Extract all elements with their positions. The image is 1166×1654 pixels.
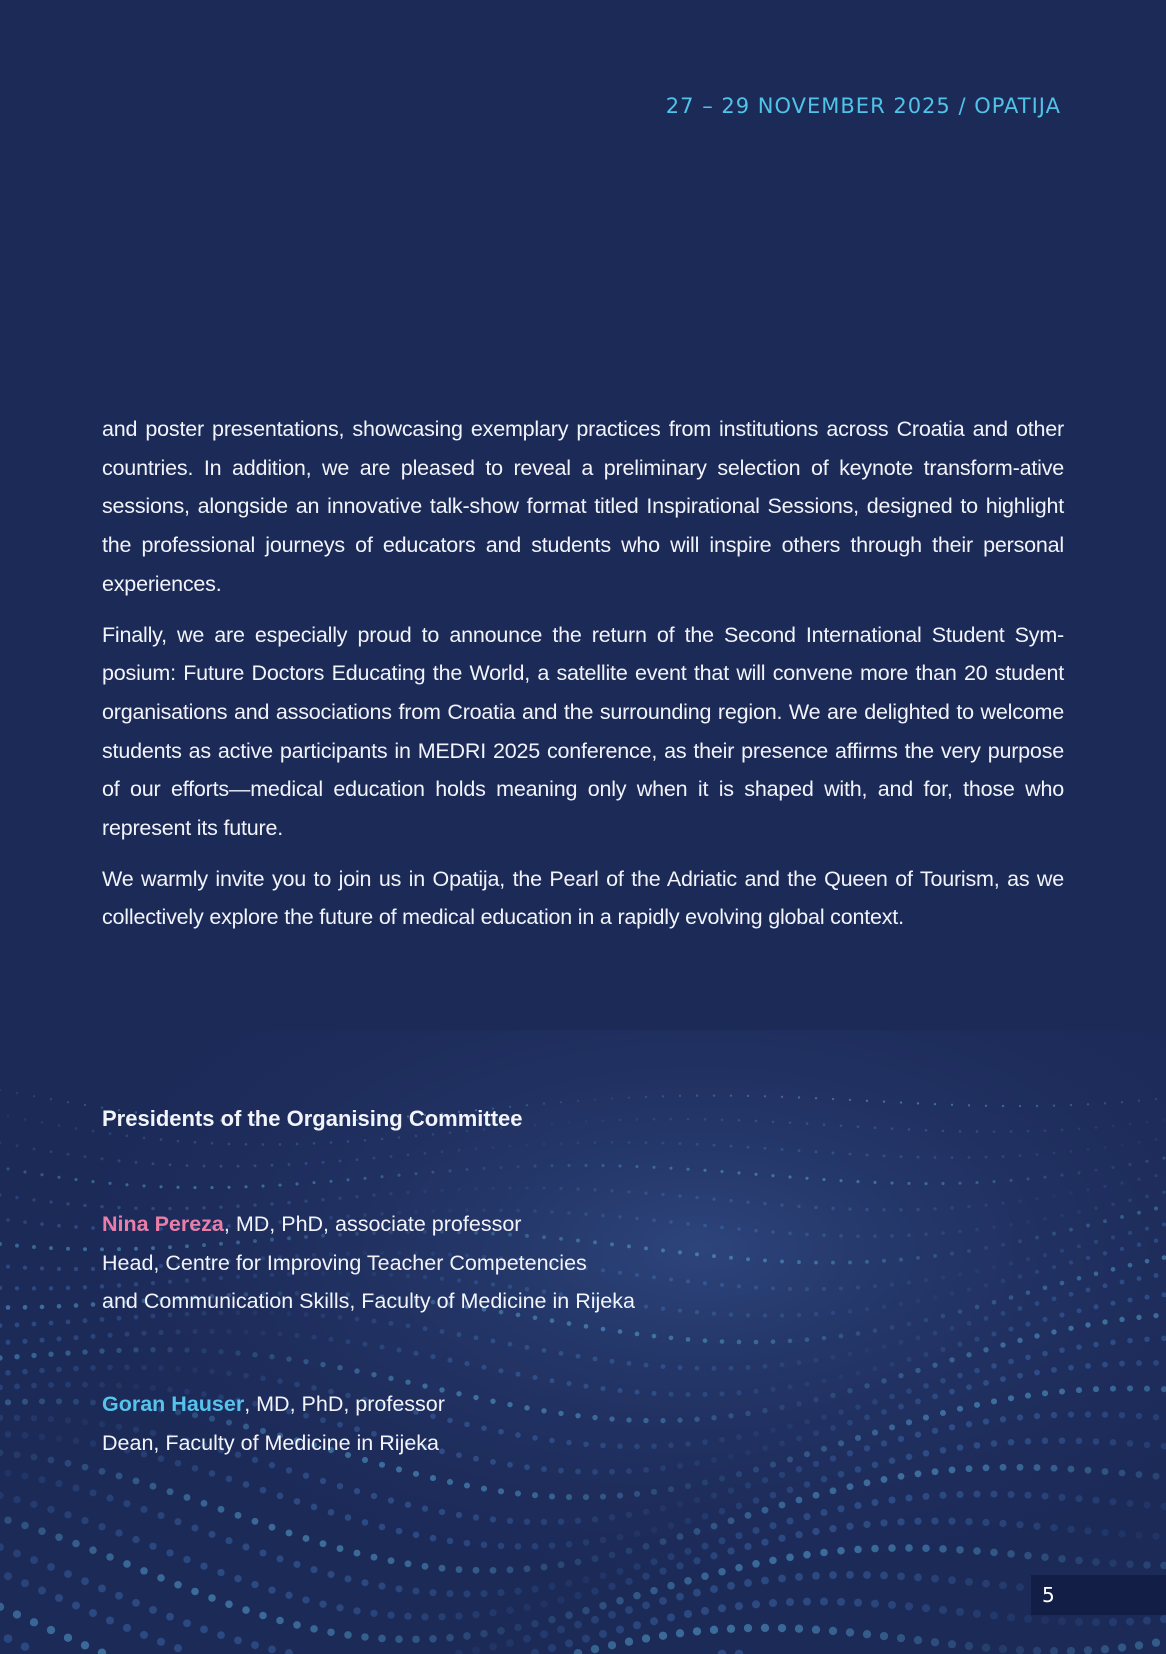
paragraph-2: Finally, we are especially proud to announce the return of the Second International Student Sym-posium: Future Doctors Educating the World, a satellite event that will convene more than 20 student organisations and associations from Croatia and the surrounding region. We are delighted to welcome students as active participants in MEDRI 2025 conference, as their presence affirms the very purpose of our efforts—medical education holds meaning only when it is shaped with, and for, those who represent its future. xyxy=(102,622,1064,841)
page-number: 5 xyxy=(1042,1583,1055,1607)
person-role-line: Head, Centre for Improving Teacher Competencies xyxy=(102,1250,587,1275)
person-line-1 xyxy=(102,1205,635,1244)
person-name: Goran Hauser xyxy=(102,1392,245,1416)
president-goran-hauser xyxy=(102,1385,445,1462)
person-role-line: and Communication Skills, Faculty of Medicine in Rijeka xyxy=(102,1289,635,1314)
event-date-location: 27 – 29 NOVEMBER 2025 / OPATIJA xyxy=(665,94,1061,118)
person-name: Nina Pereza xyxy=(102,1212,224,1236)
committee-heading: Presidents of the Organising Committee xyxy=(102,1106,523,1131)
person-line-1 xyxy=(102,1385,445,1424)
person-credentials: , MD, PhD, associate professor xyxy=(223,1212,522,1236)
person-credentials: , MD, PhD, professor xyxy=(244,1392,445,1416)
paragraph-3: We warmly invite you to join us in Opatija, the Pearl of the Adriatic and the Queen of Tourism, as we collectively explore the future of medical education in a rapidly evolving global context. xyxy=(102,866,1064,930)
person-role-line: Dean, Faculty of Medicine in Rijeka xyxy=(102,1430,439,1455)
president-nina-pereza xyxy=(102,1205,635,1321)
paragraph-1: and poster presentations, showcasing exemplary practices from institutions across Croatia and other countries. In addition, we are pleased to reveal a preliminary selection of keynote transform-ative sessions, alongside an innovative talk-show format titled Inspirational Sessions, designed to highlight the professional journeys of educators and students who will inspire others through their personal experiences. xyxy=(102,417,1064,596)
intro-text xyxy=(102,410,1064,949)
